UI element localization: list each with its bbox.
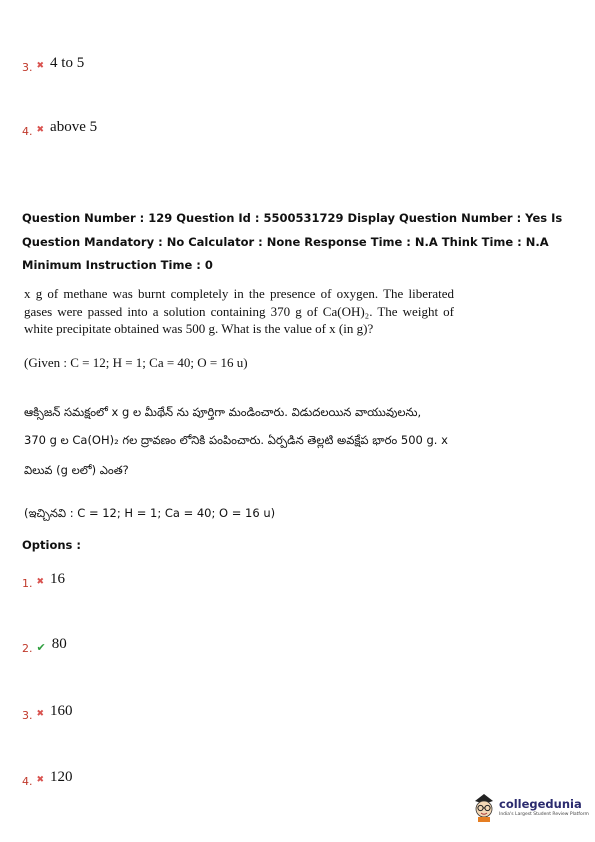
- question-text-telugu-line-1: ఆక్సిజన్ సమక్షంలో x g ల మీథేన్ ను పూర్తిగా మండించారు. విడుదలయిన వాయువులను,: [24, 405, 422, 419]
- question-meta: Question Number : 129 Question Id : 5500531729 Display Question Number : Yes Is Question Mandatory : No Calculator : None Response Time : N.A Think Time : N.A Minimum Instruction Time : 0: [22, 211, 563, 272]
- option-value: 80: [51, 636, 67, 652]
- option-number: 3.: [22, 709, 33, 722]
- option-value: 160: [50, 703, 73, 719]
- brand-name: collegedunia: [499, 797, 582, 811]
- given-values-telugu: (ఇచ్చినవి : C = 12; H = 1; Ca = 40; O = 16 u): [24, 506, 276, 520]
- prev-option-4[interactable]: [22, 119, 97, 138]
- option-number: 2.: [22, 642, 33, 655]
- mascot-icon: [472, 792, 496, 822]
- question-text-telugu-line-3: విలువ (g లలో) ఎంత?: [24, 463, 129, 477]
- brand-tagline: India's Largest Student Review Platform: [499, 812, 589, 817]
- given-values: (Given : C = 12; H = 1; Ca = 40; O = 16 u): [24, 355, 248, 370]
- option-4[interactable]: [22, 769, 73, 788]
- wrong-icon: ✖: [36, 61, 45, 71]
- option-value: 4 to 5: [50, 55, 85, 71]
- wrong-icon: ✖: [36, 577, 45, 587]
- prev-option-3[interactable]: [22, 55, 84, 74]
- question-text-telugu-line-2: 370 g ల Ca(OH)₂ గల ద్రావణం లోనికి పంపించారు. ఏర్పడిన తెల్లటి అవక్షేప భారం 500 g. x: [24, 433, 448, 447]
- option-number: 3.: [22, 61, 33, 74]
- option-3[interactable]: [22, 703, 73, 722]
- check-icon: ✔: [36, 641, 46, 654]
- options-label: Options :: [22, 538, 81, 552]
- option-value: 16: [50, 571, 66, 587]
- wrong-icon: ✖: [36, 125, 45, 135]
- collegedunia-logo: [472, 792, 589, 822]
- option-2[interactable]: [22, 636, 67, 655]
- wrong-icon: ✖: [36, 709, 45, 719]
- option-number: 1.: [22, 577, 33, 590]
- option-number: 4.: [22, 125, 33, 138]
- option-number: 4.: [22, 775, 33, 788]
- wrong-icon: ✖: [36, 775, 45, 785]
- option-value: 120: [50, 769, 73, 785]
- option-value: above 5: [50, 119, 98, 135]
- question-text-english: x g of methane was burnt completely in the presence of oxygen. The liberated gases were passed into a solution containing 370 g of Ca(OH)₂. The weight of white precipitate obtained was 500 g. What is the value of x (in g)?: [24, 286, 454, 336]
- option-1[interactable]: [22, 571, 65, 590]
